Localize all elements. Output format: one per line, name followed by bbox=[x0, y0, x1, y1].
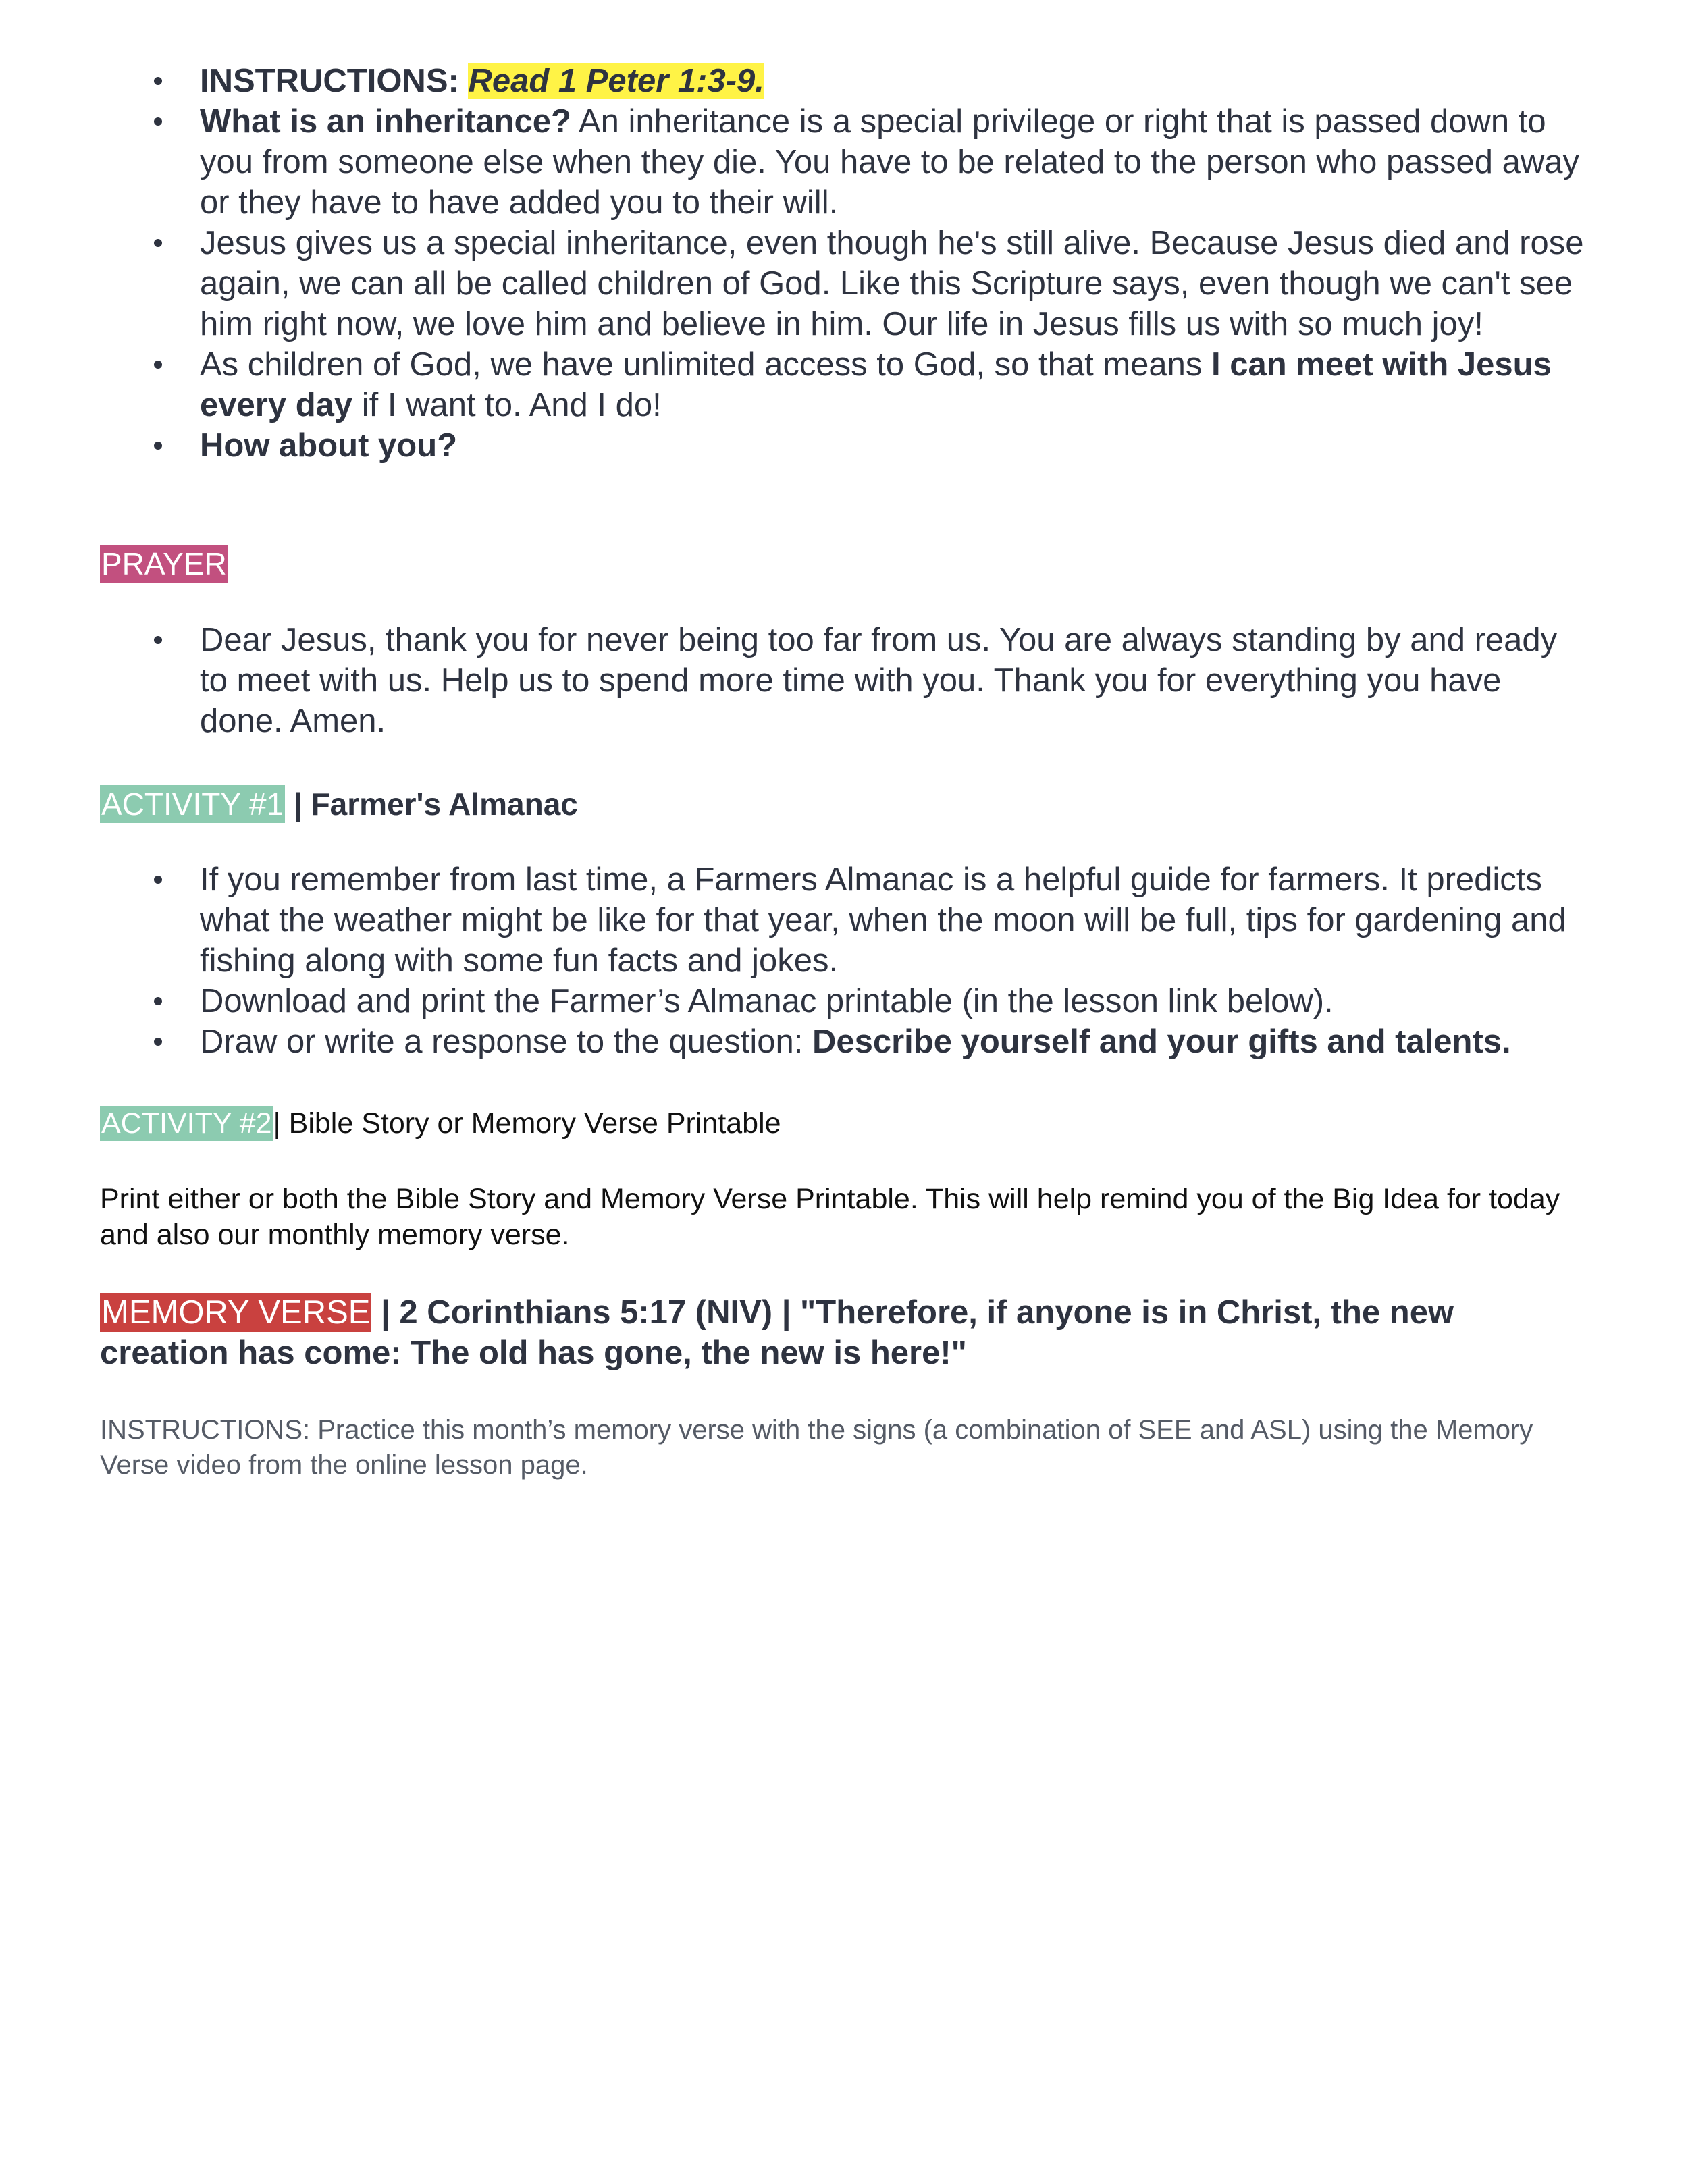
list-item bbox=[100, 981, 1585, 1021]
bullet-icon bbox=[154, 117, 162, 126]
activity1-tag: ACTIVITY #1 bbox=[101, 787, 284, 822]
list-item bbox=[100, 1021, 1585, 1062]
activity1-heading bbox=[100, 784, 1585, 824]
bullet-icon bbox=[154, 636, 162, 644]
prayer-bullet-list bbox=[100, 620, 1585, 741]
list-item-text: As children of God, we have unlimited access to God, so that means bbox=[200, 346, 1211, 383]
activity1-separator: | bbox=[285, 787, 311, 822]
memory-verse-tag: MEMORY VERSE bbox=[101, 1294, 371, 1331]
list-item-text: If you remember from last time, a Farmers Almanac is a helpful guide for farmers. It predicts what the weather might be like for that year, when the moon will be full, tips for gardening and fishing along with some fun facts and jokes. bbox=[200, 861, 1566, 979]
list-item-text: What is an inheritance? bbox=[200, 103, 571, 140]
list-item bbox=[100, 620, 1585, 741]
activity1-bullet-list bbox=[100, 859, 1585, 1062]
list-item bbox=[100, 101, 1585, 223]
bullet-icon bbox=[154, 1038, 162, 1046]
list-item-text: if I want to. And I do! bbox=[352, 387, 662, 423]
list-item bbox=[100, 223, 1585, 344]
prayer-tag: PRAYER bbox=[101, 546, 227, 581]
list-item bbox=[100, 61, 1585, 101]
list-item-text: INSTRUCTIONS: bbox=[200, 63, 469, 99]
list-item bbox=[100, 425, 1585, 466]
intro-section bbox=[100, 61, 1585, 466]
activity1-title: Farmer's Almanac bbox=[311, 787, 578, 822]
intro-bullet-list bbox=[100, 61, 1585, 466]
prayer-text: Dear Jesus, thank you for never being too far from us. You are always standing by and ready to meet with us. Help us to spend more time with you. Thank you for everything you have done. Amen. bbox=[200, 622, 1558, 739]
list-item-text: Jesus gives us a special inheritance, even though he's still alive. Because Jesus died and rose again, we can all be called children of God. Like this Scripture says, even though we can't see him right now, we love him and believe in him. Our life in Jesus fills us with so much joy! bbox=[200, 225, 1584, 342]
activity2-tag: ACTIVITY #2 bbox=[101, 1107, 272, 1140]
list-item-text: Download and print the Farmer’s Almanac printable (in the lesson link below). bbox=[200, 983, 1334, 1019]
activity2-title: Bible Story or Memory Verse Printable bbox=[288, 1107, 781, 1140]
bullet-icon bbox=[154, 361, 162, 369]
memory-verse-instructions: INSTRUCTIONS: Practice this month’s memory verse with the signs (a combination of SEE and ASL) using the Memory Verse video from the online lesson page. bbox=[100, 1415, 1533, 1480]
list-item-text: An inheritance is a special privilege or right that is passed down to you from someone else when they die. You have to be related to the person who passed away or they have to have added you to their will. bbox=[200, 103, 1579, 221]
prayer-heading bbox=[100, 543, 1585, 584]
activity1-section bbox=[100, 859, 1585, 1062]
bullet-icon bbox=[154, 77, 162, 85]
list-item bbox=[100, 859, 1585, 981]
list-item-text: Read 1 Peter 1:3-9. bbox=[468, 63, 764, 99]
bullet-icon bbox=[154, 997, 162, 1005]
activity2-heading bbox=[100, 1103, 1585, 1144]
list-item-text: I can meet with Jesus every day bbox=[200, 346, 1552, 423]
bullet-icon bbox=[154, 442, 162, 450]
activity2-separator: | bbox=[273, 1107, 289, 1140]
activity2-paragraph: Print either or both the Bible Story and Memory Verse Printable. This will help remind you of the Big Idea for today and also our monthly memory verse. bbox=[100, 1183, 1560, 1251]
bullet-icon bbox=[154, 876, 162, 884]
list-item-text: How about you? bbox=[200, 427, 458, 464]
prayer-section bbox=[100, 620, 1585, 741]
memory-verse-text: | 2 Corinthians 5:17 (NIV) | "Therefore, if anyone is in Christ, the new creation has come: The old has gone, the new is here!" bbox=[100, 1294, 1454, 1371]
list-item-text: Describe yourself and your gifts and talents. bbox=[812, 1023, 1511, 1060]
memory-verse-block bbox=[100, 1292, 1585, 1373]
bullet-icon bbox=[154, 239, 162, 247]
list-item-text: Draw or write a response to the question: bbox=[200, 1023, 812, 1060]
list-item bbox=[100, 344, 1585, 425]
